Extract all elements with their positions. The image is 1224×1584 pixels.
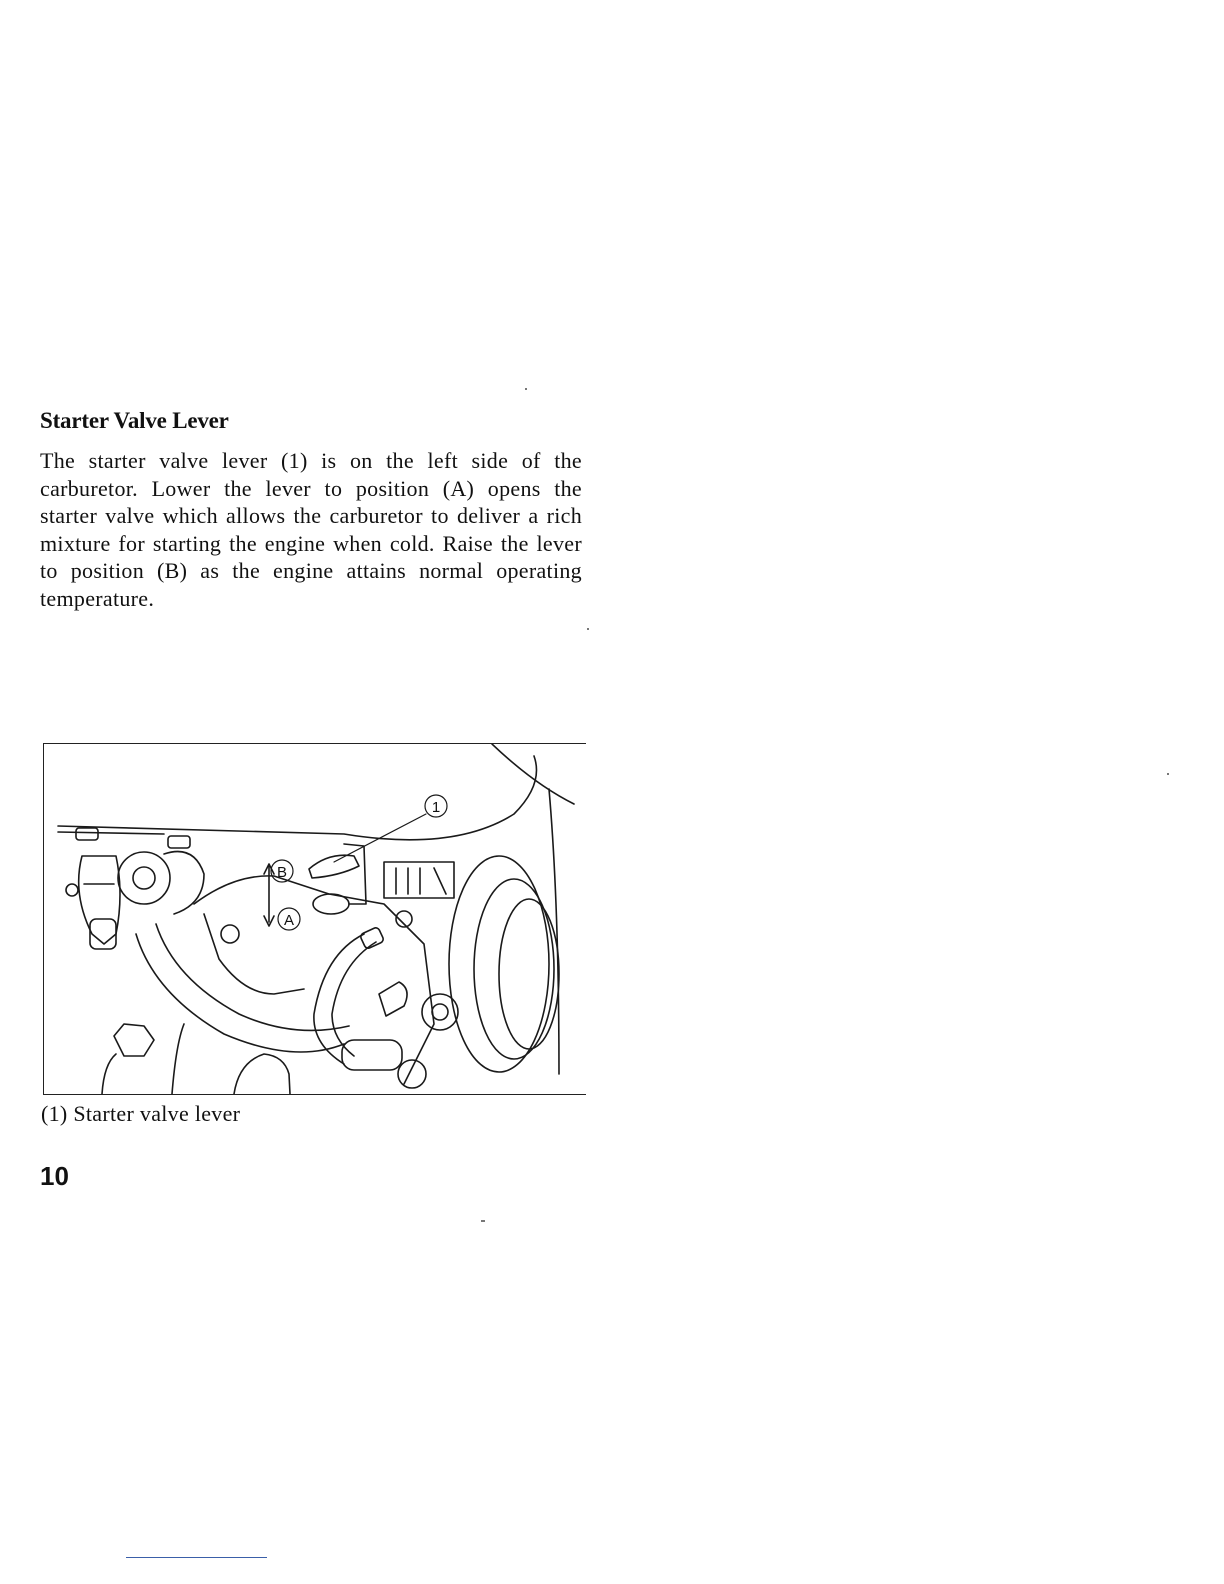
scan-speck (1167, 773, 1169, 775)
scan-speck (525, 388, 527, 390)
section-paragraph: The starter valve lever (1) is on the left side of the carburetor. Lower the lever to position (A) opens the starter valve which allows the carburetor to deliver a rich mixture for starting the engine when cold. Raise the lever to position (B) as the engine attains normal operating temperature. (40, 448, 582, 611)
scan-speck (587, 628, 589, 630)
callout-position-b: B (276, 864, 288, 881)
fuel-hose (136, 934, 344, 1052)
engine-cover-outline (58, 756, 537, 840)
starter-lever (309, 844, 366, 914)
scan-speck (481, 1220, 485, 1222)
fuel-petcock (66, 852, 204, 950)
callout-position-a: A (283, 912, 295, 929)
section-heading: Starter Valve Lever (40, 408, 229, 433)
page-number: 10 (40, 1161, 69, 1191)
figure-caption: (1) Starter valve lever (41, 1101, 241, 1126)
callout-lever-number: 1 (431, 799, 441, 816)
carburetor-illustration (43, 743, 586, 1095)
footer-rule (126, 1557, 267, 1558)
